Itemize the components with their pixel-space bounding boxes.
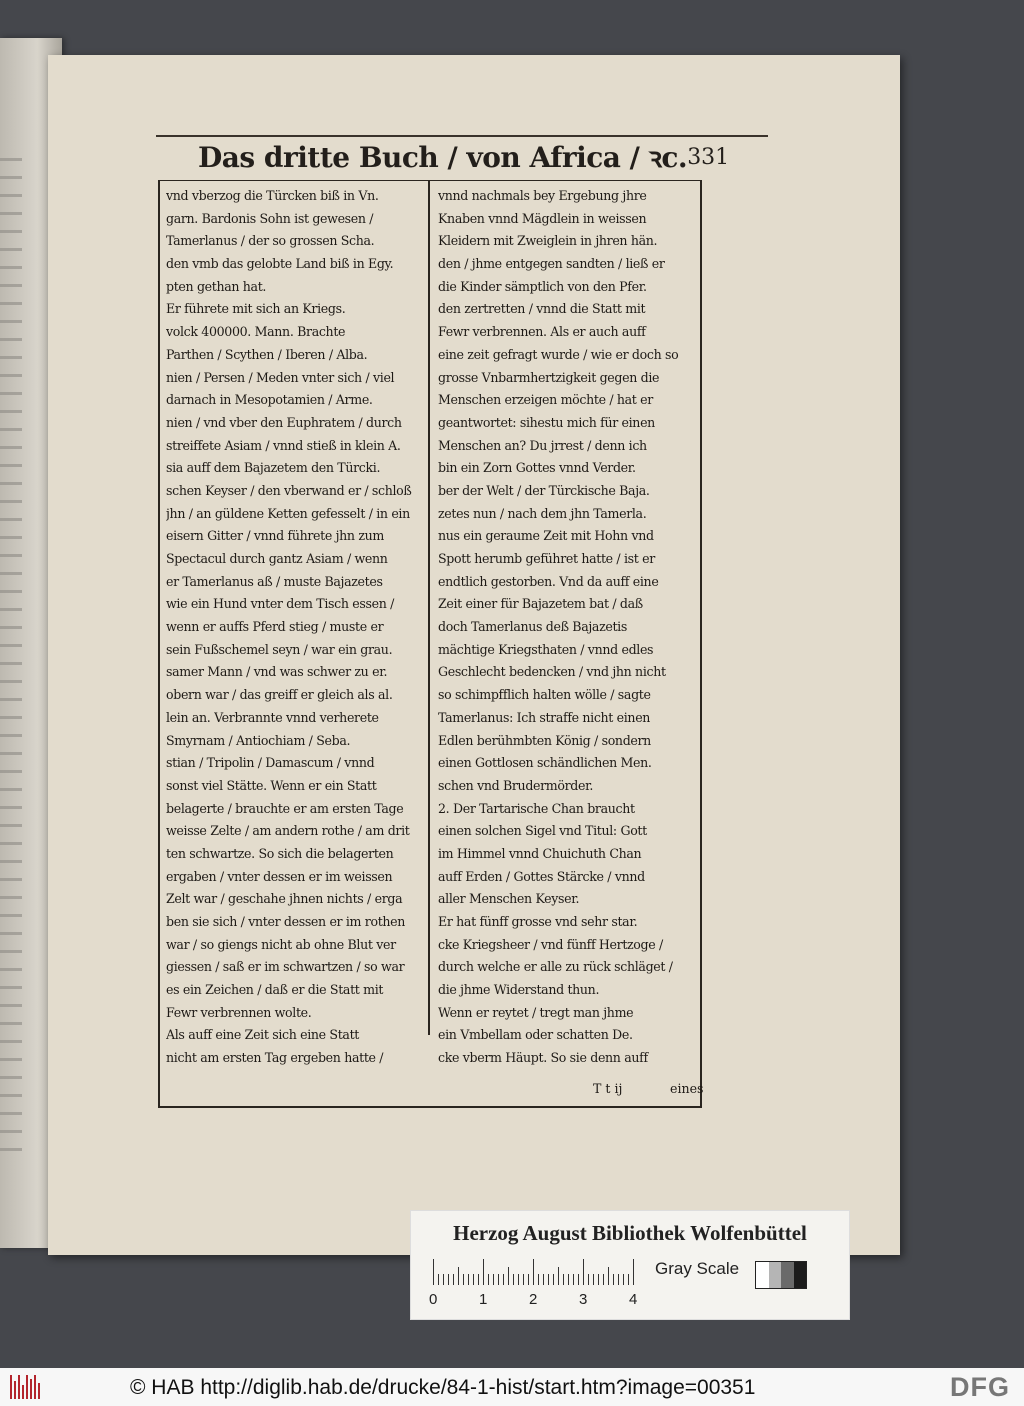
running-title: Das dritte Buch / von Africa / ꝛc. bbox=[198, 141, 688, 174]
ruler-tick bbox=[568, 1274, 569, 1285]
text-line: ber der Welt / der Türckische Baja. bbox=[438, 482, 650, 498]
text-line: darnach in Mesopotamien / Arme. bbox=[166, 392, 373, 408]
text-line: durch welche er alle zu rück schläget / bbox=[438, 959, 673, 975]
color-target-card bbox=[410, 1210, 850, 1320]
text-line: Spott herumb geführet hatte / ist er bbox=[438, 551, 655, 566]
ruler-tick bbox=[593, 1274, 594, 1285]
ruler-tick bbox=[468, 1274, 469, 1285]
text-line: Zeit einer für Bajazetem bat / daß bbox=[438, 596, 643, 612]
text-line: Parthen / Scythen / Iberen / Alba. bbox=[166, 346, 368, 362]
book-page bbox=[48, 55, 900, 1255]
gray-scale-label: Gray Scale bbox=[655, 1259, 740, 1278]
text-line: Tamerlanus: Ich straffe nicht einen bbox=[438, 709, 651, 725]
ruler-tick bbox=[543, 1274, 544, 1285]
text-line: zetes nun / nach dem jhn Tamerla. bbox=[438, 505, 647, 521]
text-line: mächtige Kriegsthaten / vnnd edles bbox=[438, 641, 654, 657]
text-line: einen Gottlosen schändlichen Men. bbox=[438, 755, 652, 771]
ruler-tick bbox=[493, 1274, 494, 1285]
text-line: Smyrnam / Antiochiam / Seba. bbox=[166, 732, 351, 748]
text-line: nien / vnd vber den Euphratem / durch bbox=[166, 414, 402, 430]
ruler-tick bbox=[538, 1274, 539, 1285]
left-text-column bbox=[166, 185, 428, 1070]
text-line: Wenn er reytet / tregt man jhme bbox=[438, 1004, 634, 1020]
ruler-tick bbox=[448, 1274, 449, 1285]
text-line: jhn / an güldene Ketten gefesselt / in ein bbox=[166, 505, 410, 521]
text-line: 2. Der Tartarische Chan braucht bbox=[438, 800, 635, 816]
text-line: belagerte / brauchte er am ersten Tage bbox=[166, 800, 404, 816]
text-line: Als auff eine Zeit sich eine Statt bbox=[166, 1027, 360, 1043]
ruler-tick bbox=[588, 1274, 589, 1285]
text-line: im Himmel vnnd Chuichuth Chan bbox=[438, 845, 642, 861]
text-line: endtlich gestorben. Vnd da auff eine bbox=[438, 573, 659, 589]
text-line: Fewr verbrennen. Als er auch auff bbox=[438, 324, 646, 340]
text-line: nus ein geraume Zeit mit Hohn vnd bbox=[438, 528, 654, 544]
text-line: Knaben vnnd Mägdlein in weissen bbox=[438, 210, 647, 226]
page-header bbox=[158, 139, 730, 175]
ruler-tick bbox=[463, 1274, 464, 1285]
ruler-tick bbox=[488, 1274, 489, 1285]
column-divider bbox=[428, 180, 430, 1035]
ruler-tick bbox=[533, 1259, 534, 1285]
gray-patch bbox=[756, 1262, 769, 1288]
gray-patch bbox=[769, 1262, 782, 1288]
text-line: Er führete mit sich an Kriegs. bbox=[166, 301, 346, 317]
text-line: sia auff dem Bajazetem den Türcki. bbox=[166, 460, 381, 476]
text-line: ben sie sich / vnter dessen er im rothen bbox=[166, 914, 406, 929]
text-line: nien / Persen / Meden vnter sich / viel bbox=[166, 369, 395, 385]
ruler-tick bbox=[603, 1274, 604, 1285]
footer-bar bbox=[0, 1368, 1024, 1406]
text-line: er Tamerlanus aß / muste Bajazetes bbox=[166, 573, 383, 589]
ruler-tick bbox=[453, 1274, 454, 1285]
ruler-tick bbox=[623, 1274, 624, 1285]
copyright-url[interactable]: © HAB http://diglib.hab.de/drucke/84-1-hist/start.htm?image=00351 bbox=[130, 1376, 756, 1399]
ruler-tick bbox=[548, 1274, 549, 1285]
text-line: wie ein Hund vnter dem Tisch essen / bbox=[166, 596, 394, 612]
page-number: 331 bbox=[687, 144, 730, 170]
text-line: Geschlecht bedencken / vnd jhn nicht bbox=[438, 664, 666, 680]
text-line: ergaben / vnter dessen er im weissen bbox=[166, 868, 393, 884]
text-line: garn. Bardonis Sohn ist gewesen / bbox=[166, 210, 374, 226]
ruler-tick bbox=[458, 1267, 459, 1285]
text-line: ten schwartze. So sich die belagerten bbox=[166, 845, 394, 861]
ruler-tick bbox=[518, 1274, 519, 1285]
text-line: Fewr verbrennen wolte. bbox=[166, 1004, 312, 1020]
ruler-tick bbox=[578, 1274, 579, 1285]
ruler-tick bbox=[438, 1274, 439, 1285]
gray-patch bbox=[794, 1262, 807, 1288]
ruler-tick bbox=[598, 1274, 599, 1285]
dfg-logo: DFG bbox=[950, 1372, 1010, 1402]
text-line: schen Keyser / den vberwand er / schloß bbox=[166, 482, 412, 498]
ruler-tick bbox=[443, 1274, 444, 1285]
ruler-tick bbox=[583, 1259, 584, 1285]
right-text-column bbox=[438, 185, 700, 1070]
signature-mark: T t ij bbox=[593, 1081, 623, 1096]
ruler-tick bbox=[528, 1274, 529, 1285]
text-line: war / so giengs nicht ab ohne Blut ver bbox=[166, 936, 396, 952]
ruler-tick bbox=[513, 1274, 514, 1285]
text-line: pten gethan hat. bbox=[166, 278, 267, 294]
gray-scale-bar bbox=[755, 1261, 807, 1289]
library-title: Herzog August Bibliothek Wolfenbüttel bbox=[453, 1221, 807, 1245]
text-line: geantwortet: sihestu mich für einen bbox=[438, 414, 655, 430]
text-line: grosse Vnbarmhertzigkeit gegen die bbox=[438, 369, 660, 385]
text-line: so schimpfflich halten wölle / sagte bbox=[438, 687, 651, 703]
text-line: es ein Zeichen / daß er die Statt mit bbox=[166, 982, 384, 998]
ruler-label: 3 bbox=[579, 1291, 588, 1308]
ruler-tick bbox=[433, 1259, 434, 1285]
text-line: obern war / das greiff er gleich als al. bbox=[166, 687, 393, 703]
ruler-tick bbox=[633, 1259, 634, 1285]
header-rule bbox=[156, 135, 768, 137]
text-line: den / jhme entgegen sandten / ließ er bbox=[438, 256, 665, 272]
text-line: Edlen berühmbten König / sondern bbox=[438, 732, 651, 748]
ruler-tick bbox=[503, 1274, 504, 1285]
text-line: eine zeit gefragt wurde / wie er doch so bbox=[438, 346, 679, 362]
text-line: den zertretten / vnnd die Statt mit bbox=[438, 301, 646, 317]
text-line: Menschen erzeigen möchte / hat er bbox=[438, 392, 653, 408]
text-line: samer Mann / vnd was schwer zu er. bbox=[166, 664, 388, 680]
ruler-tick bbox=[563, 1274, 564, 1285]
ruler-label: 2 bbox=[529, 1291, 538, 1308]
text-line: Zelt war / geschahe jhnen nichts / erga bbox=[166, 891, 403, 907]
text-line: nicht am ersten Tag ergeben hatte / bbox=[166, 1050, 384, 1066]
text-line: die Kinder sämptlich von den Pfer. bbox=[438, 278, 647, 294]
ruler-tick bbox=[613, 1274, 614, 1285]
text-line: lein an. Verbrannte vnnd verherete bbox=[166, 709, 379, 725]
text-line: vnnd nachmals bey Ergebung jhre bbox=[438, 188, 647, 203]
ruler-label: 1 bbox=[479, 1291, 488, 1308]
left-page-text-bleed bbox=[0, 158, 22, 1158]
text-line: giessen / saß er im schwartzen / so war bbox=[166, 959, 405, 975]
gray-patch bbox=[781, 1262, 794, 1288]
text-line: stian / Tripolin / Damascum / vnnd bbox=[166, 755, 375, 771]
text-line: doch Tamerlanus deß Bajazetis bbox=[438, 619, 627, 635]
text-line: ein Vmbellam oder schatten De. bbox=[438, 1027, 633, 1043]
text-line: bin ein Zorn Gottes vnnd Verder. bbox=[438, 460, 636, 476]
text-line: Er hat fünff grosse vnd sehr star. bbox=[438, 914, 638, 929]
text-line: sonst viel Stätte. Wenn er ein Statt bbox=[166, 777, 377, 793]
ruler-tick bbox=[523, 1274, 524, 1285]
text-line: eisern Gitter / vnnd führete jhn zum bbox=[166, 528, 384, 544]
catchword: eines bbox=[670, 1081, 704, 1096]
scale-ruler bbox=[433, 1259, 633, 1285]
ruler-tick bbox=[483, 1259, 484, 1285]
ruler-tick bbox=[473, 1274, 474, 1285]
text-line: Tamerlanus / der so grossen Scha. bbox=[166, 233, 375, 249]
text-line: volck 400000. Mann. Brachte bbox=[166, 324, 346, 340]
ruler-tick bbox=[608, 1267, 609, 1285]
text-line: Spectacul durch gantz Asiam / wenn bbox=[166, 551, 388, 566]
hab-barcode-logo-icon bbox=[10, 1375, 40, 1399]
ruler-tick bbox=[573, 1274, 574, 1285]
text-line: sein Fußschemel seyn / war ein grau. bbox=[166, 641, 393, 657]
text-line: schen vnd Brudermörder. bbox=[438, 777, 594, 793]
ruler-tick bbox=[498, 1274, 499, 1285]
text-line: den vmb das gelobte Land biß in Egy. bbox=[166, 256, 394, 272]
ruler-label: 4 bbox=[629, 1291, 638, 1308]
ruler-tick bbox=[553, 1274, 554, 1285]
text-line: wenn er auffs Pferd stieg / muste er bbox=[166, 619, 384, 635]
ruler-tick bbox=[558, 1267, 559, 1285]
ruler-tick bbox=[618, 1274, 619, 1285]
text-line: weisse Zelte / am andern rothe / am drit bbox=[166, 823, 410, 839]
text-line: streiffete Asiam / vnnd stieß in klein A. bbox=[166, 437, 401, 453]
text-line: aller Menschen Keyser. bbox=[438, 891, 580, 907]
text-line: die jhme Widerstand thun. bbox=[438, 982, 600, 998]
text-line: Menschen an? Du jrrest / denn ich bbox=[438, 437, 647, 453]
ruler-tick bbox=[478, 1274, 479, 1285]
text-line: vnd vberzog die Türcken biß in Vn. bbox=[166, 188, 379, 203]
text-line: auff Erden / Gottes Stärcke / vnnd bbox=[438, 868, 645, 884]
text-line: einen solchen Sigel vnd Titul: Gott bbox=[438, 823, 647, 839]
text-line: Kleidern mit Zweiglein in jhren hän. bbox=[438, 233, 658, 249]
text-line: cke Kriegsheer / vnd fünff Hertzoge / bbox=[438, 936, 663, 952]
ruler-label: 0 bbox=[429, 1291, 438, 1308]
text-line: cke vberm Häupt. So sie denn auff bbox=[438, 1050, 648, 1066]
ruler-tick bbox=[508, 1267, 509, 1285]
ruler-tick bbox=[628, 1274, 629, 1285]
